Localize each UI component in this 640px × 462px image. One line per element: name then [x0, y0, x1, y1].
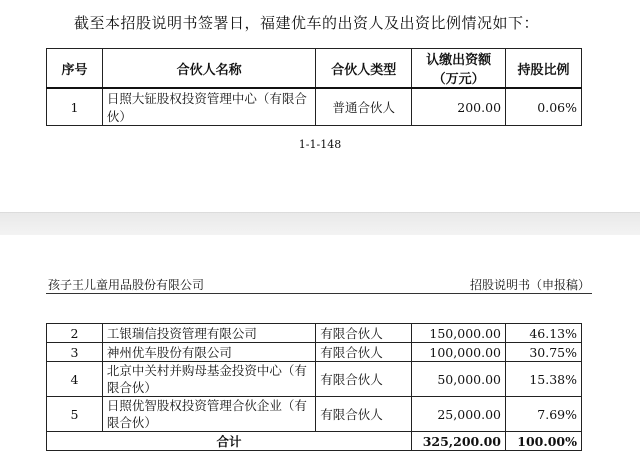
cell-ratio: 30.75% [505, 343, 581, 362]
cell-type: 有限合伙人 [316, 362, 412, 397]
header-no: 序号 [47, 49, 103, 89]
cell-ratio: 15.38% [505, 362, 581, 397]
cell-type: 普通合伙人 [316, 88, 412, 126]
header-doc-title: 招股说明书（申报稿） [469, 278, 590, 292]
table-row [47, 397, 582, 432]
cell-total-amount: 325,200.00 [412, 432, 506, 451]
cell-type: 有限合伙人 [316, 324, 412, 343]
cell-ratio: 0.06% [506, 88, 582, 126]
cell-type: 有限合伙人 [316, 343, 412, 362]
table-row [47, 362, 582, 397]
header-name: 合伙人名称 [102, 49, 315, 89]
cell-name: 日照优智股权投资管理合伙企业（有限合伙） [102, 397, 315, 432]
cell-no: 1 [47, 88, 103, 126]
document-page-1 [0, 0, 640, 212]
cell-total-ratio: 100.00% [505, 432, 581, 451]
header-divider [46, 293, 592, 294]
cell-type: 有限合伙人 [316, 397, 412, 432]
cell-name: 工银瑞信投资管理有限公司 [102, 324, 315, 343]
page-number: 1-1-148 [298, 138, 342, 151]
cell-total-label: 合计 [47, 432, 412, 451]
cell-amount: 150,000.00 [412, 324, 506, 343]
table-row [47, 88, 582, 126]
document-page-2 [0, 235, 640, 462]
cell-no: 4 [47, 362, 103, 397]
cell-name: 北京中关村并购母基金投资中心（有限合伙） [102, 362, 315, 397]
cell-name: 神州优车股份有限公司 [102, 343, 315, 362]
header-amount: 认缴出资额（万元） [412, 49, 506, 89]
cell-no: 5 [47, 397, 103, 432]
table-header-row [47, 49, 582, 89]
cell-ratio: 46.13% [505, 324, 581, 343]
header-company: 孩子王儿童用品股份有限公司 [48, 278, 205, 292]
cell-amount: 100,000.00 [412, 343, 506, 362]
table-row [47, 343, 582, 362]
cell-amount: 50,000.00 [412, 362, 506, 397]
header-ratio: 持股比例 [506, 49, 582, 89]
cell-amount: 25,000.00 [412, 397, 506, 432]
cell-ratio: 7.69% [505, 397, 581, 432]
cell-no: 3 [47, 343, 103, 362]
intro-text: 截至本招股说明书签署日，福建优车的出资人及出资比例情况如下： [74, 14, 540, 32]
cell-amount: 200.00 [412, 88, 506, 126]
cell-name: 日照大钲股权投资管理中心（有限合伙） [102, 88, 315, 126]
partner-table-top [46, 48, 582, 126]
cell-no: 2 [47, 324, 103, 343]
header-type: 合伙人类型 [316, 49, 412, 89]
partner-table-continued [46, 323, 582, 451]
table-total-row [47, 432, 582, 451]
page-separator [0, 212, 640, 236]
table-row [47, 324, 582, 343]
